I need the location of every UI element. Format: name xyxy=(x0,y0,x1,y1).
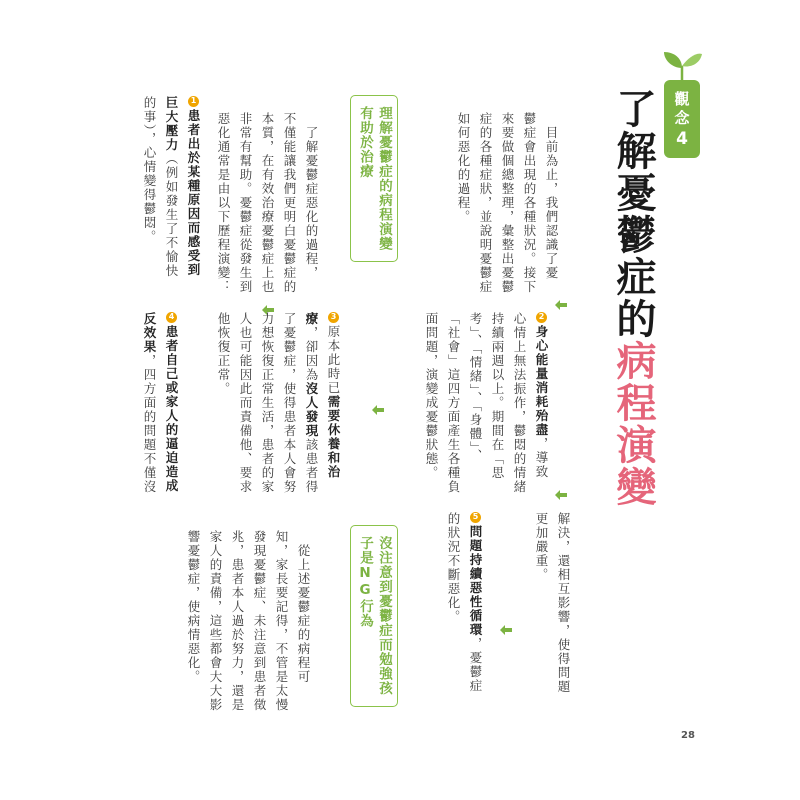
step-5-bold: 問題持續惡性循環 xyxy=(468,525,483,637)
step-2-line-2: 心情上無法振作，鬱悶的情緒 xyxy=(512,312,527,494)
step-3-line-1 xyxy=(322,312,344,512)
step-1-block xyxy=(138,96,204,316)
step-1-line-1 xyxy=(182,96,204,316)
page-number: 28 xyxy=(681,730,695,741)
step-5-line-2: 更加嚴重。 xyxy=(534,512,549,582)
para-2-line-6: 響憂鬱症，使病情惡化。 xyxy=(186,530,201,684)
step-2-bold: 身心能量消耗殆盡 xyxy=(534,325,549,437)
step-4-number: 4 xyxy=(167,312,176,323)
step-4-line-2 xyxy=(138,312,160,512)
step-3-block xyxy=(212,312,344,512)
page-title xyxy=(608,88,658,508)
arrow-left-icon xyxy=(262,305,274,315)
step-2-line-6: 面問題，演變成憂鬱狀態。 xyxy=(424,312,439,480)
step-2-line-3: 持續兩週以上。期間在「思 xyxy=(490,312,505,480)
para-1-line-1: 了解憂鬱症惡化的過程， xyxy=(304,126,319,280)
badge-char-1: 觀 xyxy=(674,89,690,108)
step-3-bold-3: 沒人發現 xyxy=(304,382,319,438)
section-heading-1 xyxy=(350,95,398,262)
section-heading-2-line-2: 子是NG行為 xyxy=(357,536,373,628)
para-2-line-4: 兆，患者本人過於努力，還是 xyxy=(230,530,245,712)
section-heading-1-line-2: 有助於治療 xyxy=(357,106,373,179)
step-2-line-4: 考」、「情緒」、「身體」、 xyxy=(468,312,483,463)
step-2-line-5: 「社會」這四方面產生各種負 xyxy=(446,312,461,494)
paragraph-2 xyxy=(182,530,314,730)
step-3-bold-2: 療 xyxy=(304,312,319,326)
step-5-line-1: 解決，還相互影響，使得問題 xyxy=(556,512,571,694)
para-2-line-2: 知，家長要記得，不管是太慢 xyxy=(274,530,289,712)
arrow-left-icon xyxy=(372,405,384,415)
step-3-mid: ，卻因為 xyxy=(304,326,319,382)
intro-paragraph xyxy=(452,112,562,312)
step-3-line-3: 了憂鬱症，使得患者本人會努 xyxy=(282,312,297,494)
step-5-number: 5 xyxy=(471,512,480,523)
step-5b-line-1 xyxy=(464,512,486,712)
section-heading-1-line-1: 理解憂鬱症的病程演變 xyxy=(376,106,392,251)
step-3-number: 3 xyxy=(329,312,338,323)
step-1-bold-1: 患者出於某種原因而感受到 xyxy=(186,109,201,277)
step-3-line-5: 人也可能因此而責備他、要求 xyxy=(238,312,253,494)
step-1-line-3: 的事），心情變得鬱悶。 xyxy=(142,96,157,244)
step-5-block xyxy=(442,512,486,712)
section-heading-2 xyxy=(350,525,398,707)
step-2-number: 2 xyxy=(537,312,546,323)
sprout-icon xyxy=(660,48,704,82)
step-4-bold-2: 反效果 xyxy=(142,312,157,354)
para-2-line-5: 家人的責備，這些都會大大影 xyxy=(208,530,223,712)
step-1-rest: （例如發生了不愉快 xyxy=(164,152,179,278)
step-5-continuation xyxy=(530,512,574,712)
step-5-rest: ，憂鬱症 xyxy=(468,637,483,693)
intro-line-5: 如何惡化的過程。 xyxy=(456,112,471,224)
step-2-line-1 xyxy=(530,312,552,512)
title-part-2: 病程演變 xyxy=(610,340,656,508)
arrow-left-icon xyxy=(555,300,567,310)
step-3-line-2 xyxy=(300,312,322,512)
step-2-rest: ，導致 xyxy=(534,437,549,479)
para-1-line-3: 本質，在有效治療憂鬱症上也 xyxy=(260,112,275,294)
intro-line-1: 目前為止，我們認識了憂 xyxy=(544,126,559,280)
step-3-line-6: 他恢復正常。 xyxy=(216,312,231,396)
step-3-rest: 該患者得 xyxy=(304,438,319,494)
badge-number: 4 xyxy=(676,128,688,149)
paragraph-1 xyxy=(212,112,322,312)
step-2-block xyxy=(420,312,552,512)
step-1-number: 1 xyxy=(189,96,198,107)
step-4-block xyxy=(138,312,182,512)
arrow-left-icon xyxy=(555,490,567,500)
intro-line-4: 症的各種症狀，並說明憂鬱症 xyxy=(478,112,493,294)
para-1-line-5: 惡化通常是由以下歷程演變： xyxy=(216,112,231,294)
para-2-line-3: 發現憂鬱症、未注意到患者徵 xyxy=(252,530,267,712)
step-4-line-1 xyxy=(160,312,182,512)
step-1-bold-2: 巨大壓力 xyxy=(164,96,179,152)
para-1-line-4: 非常有幫助。憂鬱症從發生到 xyxy=(238,112,253,294)
badge-char-2: 念 xyxy=(674,108,690,127)
step-5b-line-2: 的狀況不斷惡化。 xyxy=(446,512,461,624)
intro-line-3: 來要做個總整理，彙整出憂鬱 xyxy=(500,112,515,294)
title-part-1: 了解憂鬱症的 xyxy=(610,88,656,340)
section-heading-2-line-1: 沒注意到憂鬱症而勉強孩 xyxy=(376,536,392,696)
step-3-bold-1: 需要休養和治 xyxy=(326,395,341,479)
step-3-pre: 原本此時已 xyxy=(326,325,341,395)
concept-badge xyxy=(664,80,700,158)
arrow-left-icon xyxy=(500,625,512,635)
step-3-line-4: 力想恢復正常生活，患者的家 xyxy=(260,312,275,494)
step-1-line-2 xyxy=(160,96,182,316)
intro-line-2: 鬱症會出現的各種狀況。接下 xyxy=(522,112,537,294)
step-4-rest: ，四方面的問題不僅沒 xyxy=(142,354,157,494)
para-2-line-1: 從上述憂鬱症的病程可 xyxy=(296,544,311,684)
para-1-line-2: 不僅能讓我們更明白憂鬱症的 xyxy=(282,112,297,294)
step-4-bold-1: 患者自己或家人的逼迫造成 xyxy=(164,325,179,493)
